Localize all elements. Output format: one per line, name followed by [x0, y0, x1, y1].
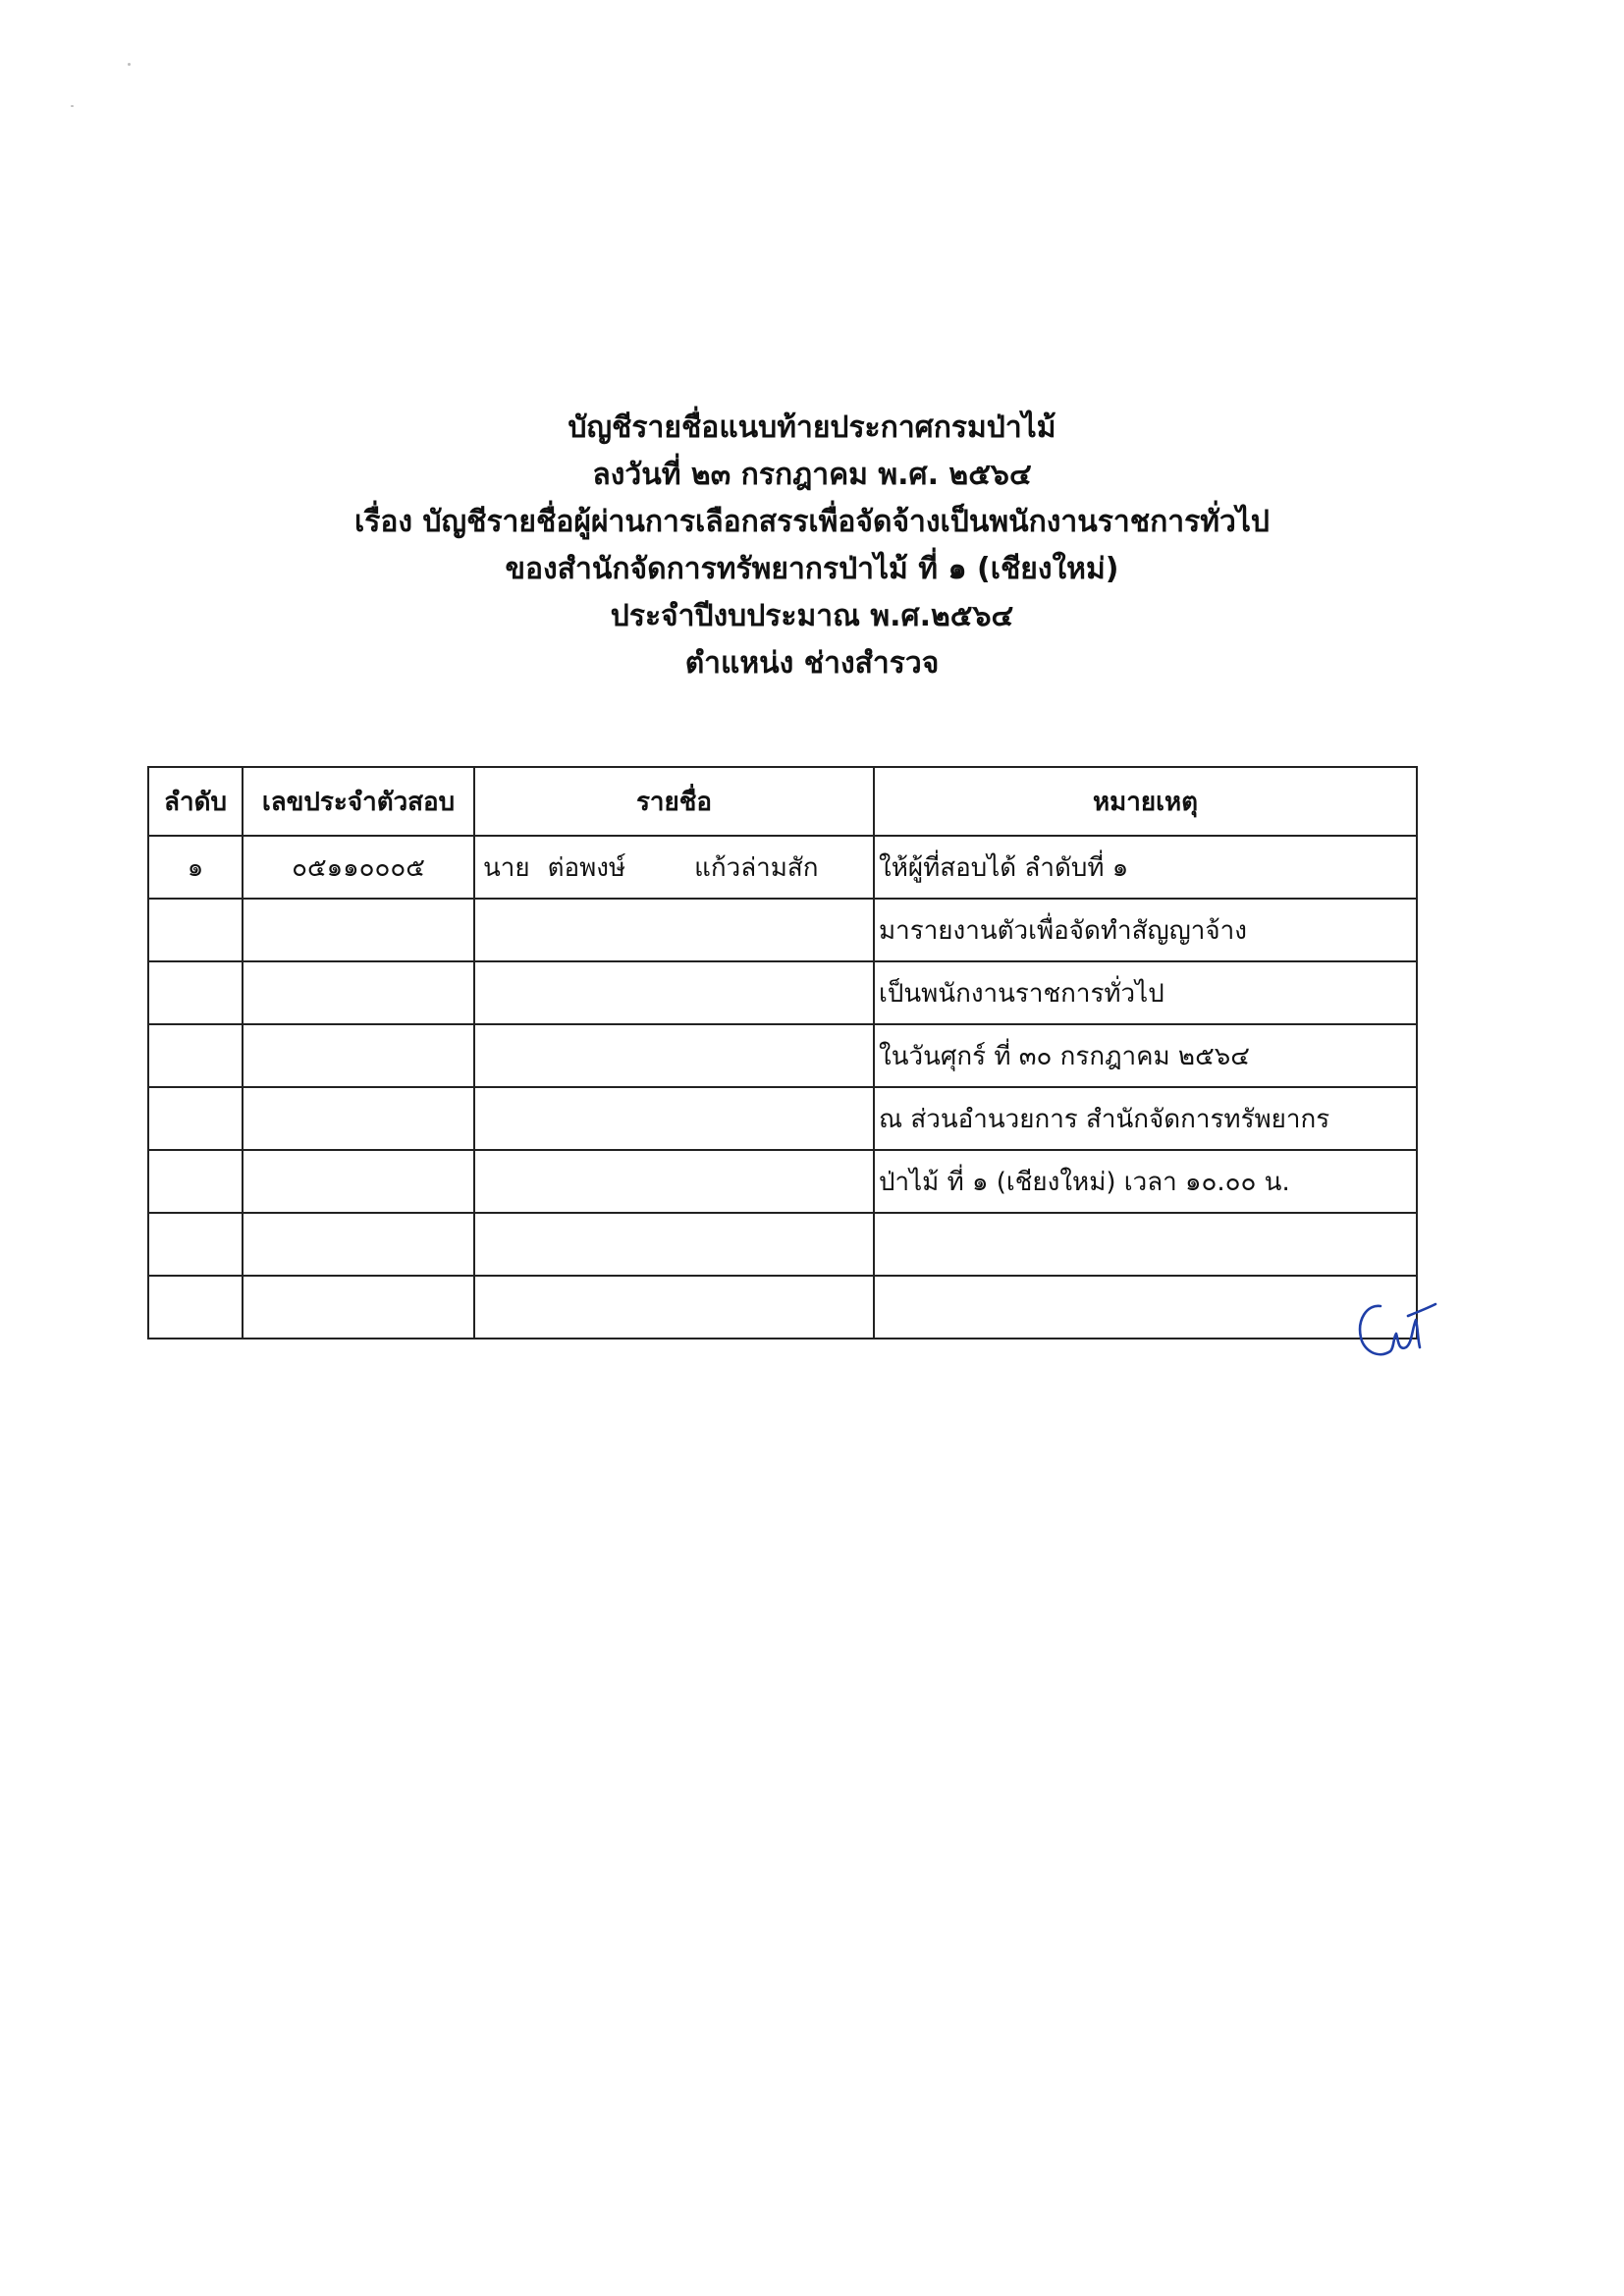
- table-row: [148, 1276, 1417, 1339]
- table-row: [148, 836, 1417, 899]
- cell-remark: ในวันศุกร์ ที่ ๓๐ กรกฎาคม ๒๕๖๔: [874, 1024, 1417, 1087]
- cell-exam-id: [243, 899, 474, 961]
- cell-no: [148, 961, 243, 1024]
- cell-remark: ให้ผู้ที่สอบได้ ลำดับที่ ๑: [874, 836, 1417, 899]
- cell-name: [474, 836, 874, 899]
- header-office: ของสำนักจัดการทรัพยากรป่าไม้ ที่ ๑ (เชียงใหม่): [505, 552, 1119, 586]
- cell-name: [474, 899, 874, 961]
- cell-remark: ป่าไม้ ที่ ๑ (เชียงใหม่) เวลา ๑๐.๐๐ น.: [874, 1150, 1417, 1213]
- cell-remark: ณ ส่วนอำนวยการ สำนักจัดการทรัพยากร: [874, 1087, 1417, 1150]
- column-header-exam-id: เลขประจำตัวสอบ: [243, 767, 474, 836]
- signature-stroke: [1360, 1304, 1435, 1354]
- cell-no: [148, 1150, 243, 1213]
- cell-name: [474, 1024, 874, 1087]
- table-row: [148, 899, 1417, 961]
- cell-exam-id: [243, 1213, 474, 1276]
- cell-no: [148, 1087, 243, 1150]
- scan-speck: [71, 105, 74, 107]
- table-row: [148, 1213, 1417, 1276]
- cell-no: [148, 1213, 243, 1276]
- cell-name: [474, 1213, 874, 1276]
- name-first: ต่อพงษ์: [547, 852, 626, 883]
- name-title: นาย: [483, 852, 530, 883]
- scan-speck: [128, 63, 131, 66]
- cell-exam-id: [243, 1087, 474, 1150]
- cell-no: [148, 899, 243, 961]
- header-position: ตำแหน่ง ช่างสำรวจ: [684, 646, 940, 681]
- cell-remark: เป็นพนักงานราชการทั่วไป: [874, 961, 1417, 1024]
- cell-name: [474, 1087, 874, 1150]
- document-header: [0, 405, 1624, 687]
- header-subject: เรื่อง บัญชีรายชื่อผู้ผ่านการเลือกสรรเพื่อจัดจ้างเป็นพนักงานราชการทั่วไป: [354, 505, 1270, 539]
- header-fiscal-year: ประจำปีงบประมาณ พ.ศ.๒๕๖๔: [610, 599, 1014, 633]
- cell-no: [148, 1024, 243, 1087]
- table-row: [148, 1087, 1417, 1150]
- column-header-remark: หมายเหตุ: [874, 767, 1417, 836]
- column-header-name: รายชื่อ: [474, 767, 874, 836]
- name-last: แก้วล่ามสัก: [694, 852, 819, 883]
- cell-exam-id: [243, 1150, 474, 1213]
- table-header-row: [148, 767, 1417, 836]
- table-row: [148, 961, 1417, 1024]
- cell-no: ๑: [148, 836, 243, 899]
- cell-remark: มารายงานตัวเพื่อจัดทำสัญญาจ้าง: [874, 899, 1417, 961]
- cell-no: [148, 1276, 243, 1339]
- header-date: ลงวันที่ ๒๓ กรกฎาคม พ.ศ. ๒๕๖๔: [592, 458, 1032, 492]
- cell-name: [474, 1276, 874, 1339]
- cell-remark: [874, 1276, 1417, 1339]
- cell-name: [474, 1150, 874, 1213]
- cell-exam-id: [243, 1024, 474, 1087]
- cell-name: [474, 961, 874, 1024]
- cell-exam-id: [243, 1276, 474, 1339]
- column-header-no: ลำดับ: [148, 767, 243, 836]
- cell-remark: [874, 1213, 1417, 1276]
- signature-mark: [1351, 1294, 1439, 1373]
- cell-exam-id: ๐๕๑๑๐๐๐๕: [243, 836, 474, 899]
- table-row: [148, 1150, 1417, 1213]
- cell-exam-id: [243, 961, 474, 1024]
- table-row: [148, 1024, 1417, 1087]
- candidate-table: [147, 766, 1418, 1339]
- header-title: บัญชีรายชื่อแนบท้ายประกาศกรมป่าไม้: [568, 410, 1056, 445]
